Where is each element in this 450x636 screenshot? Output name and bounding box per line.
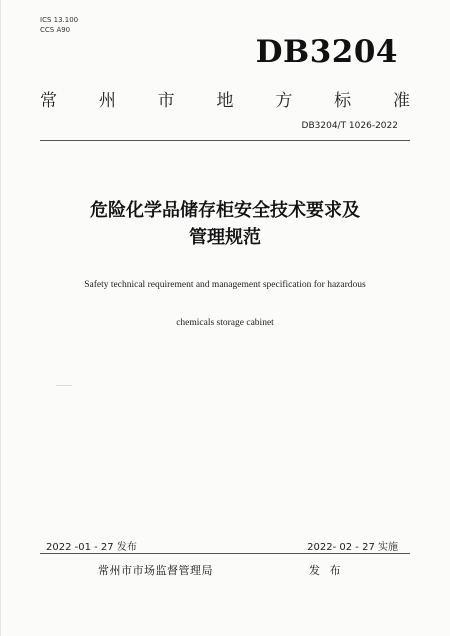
local-standard-name <box>40 86 410 111</box>
standard-name-char: 市 <box>157 91 175 111</box>
publish-date: 2022 -01 - 27 发布 <box>46 542 137 553</box>
english-title-line-2: chemicals storage cabinet <box>176 318 274 328</box>
issuing-authority: 常州市市场监督管理局 <box>98 564 213 577</box>
ics-code: ICS 13.100 <box>40 16 79 24</box>
ccs-code: CCS A90 <box>40 26 71 34</box>
standard-name-char: 准 <box>392 91 410 111</box>
faint-scan-mark <box>56 385 72 386</box>
chinese-title-line-1: 危险化学品储存柜安全技术要求及 <box>90 200 360 221</box>
issue-label: 发 布 <box>309 564 344 577</box>
classification-codes <box>40 15 78 35</box>
top-divider <box>40 140 410 141</box>
standard-name-char: 常 <box>40 91 57 111</box>
implement-date: 2022- 02 - 27 实施 <box>307 542 398 553</box>
standard-number: DB3204/T 1026-2022 <box>301 121 398 131</box>
chinese-title-line-2: 管理规范 <box>189 227 261 248</box>
english-title-line-1: Safety technical requirement and management specification for hazardous <box>84 280 366 290</box>
bottom-divider <box>40 553 410 554</box>
standard-name-char: 地 <box>216 91 234 111</box>
standard-name-char: 州 <box>98 91 116 111</box>
standard-name-char: 标 <box>334 91 352 111</box>
standard-code: DB3204 <box>255 34 398 70</box>
standard-name-char: 方 <box>275 91 293 111</box>
